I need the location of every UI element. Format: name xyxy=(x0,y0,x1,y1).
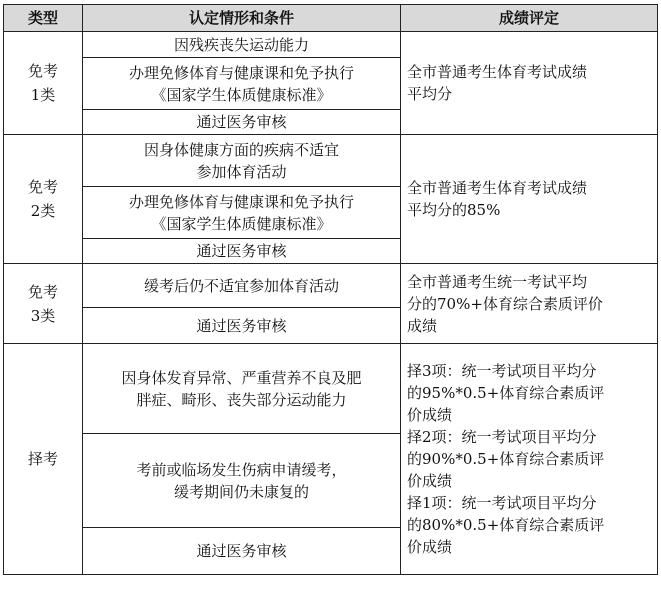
condition-line: 胖症、畸形、丧失部分运动能力 xyxy=(136,390,347,409)
type-line: 免考 xyxy=(27,282,58,301)
condition-line: 考前或临场发生伤病申请缓考， xyxy=(136,460,347,479)
condition-line: 办理免修体育与健康课和免予执行 xyxy=(128,192,354,211)
condition-cell xyxy=(83,344,401,434)
type-cell xyxy=(4,135,83,264)
table-row xyxy=(4,264,658,308)
type-line: 1类 xyxy=(30,86,56,104)
result-line: 全市普通考生体育考试成绩 xyxy=(407,179,588,197)
condition-cell xyxy=(83,110,401,135)
condition-line: 《国家学生体质健康标准》 xyxy=(151,85,332,104)
condition-line: 缓考后仍不适宜参加体育活动 xyxy=(143,276,339,295)
table-row xyxy=(4,32,658,58)
exemption-table xyxy=(3,4,658,575)
condition-cell xyxy=(83,239,401,264)
condition-line: 因身体发育异常、严重营养不良及肥 xyxy=(121,368,362,387)
result-cell xyxy=(401,135,658,264)
type-line: 3类 xyxy=(30,306,56,325)
condition-cell xyxy=(83,434,401,528)
condition-line: 参加体育活动 xyxy=(196,162,287,181)
result-line: 择2项：统一考试项目平均分 xyxy=(407,428,597,446)
result-line: 的95%*0.5+体育综合素质评 xyxy=(407,384,605,402)
condition-cell xyxy=(83,135,401,187)
table-row xyxy=(4,135,658,187)
condition-cell xyxy=(83,308,401,344)
condition-line: 因残疾丧失运动能力 xyxy=(173,35,309,54)
result-cell xyxy=(401,344,658,575)
result-line: 价成绩 xyxy=(407,472,453,490)
condition-line: 通过医务审核 xyxy=(196,242,287,260)
result-line: 分的70%+体育综合素质评价 xyxy=(407,294,603,313)
type-cell xyxy=(4,32,83,135)
result-line: 择3项：统一考试项目平均分 xyxy=(407,362,597,380)
condition-cell xyxy=(83,187,401,239)
condition-line: 因身体健康方面的疾病不适宜 xyxy=(143,140,339,159)
header-result: 成绩评定 xyxy=(401,5,658,32)
condition-cell xyxy=(83,58,401,110)
condition-line: 《国家学生体质健康标准》 xyxy=(151,214,332,233)
condition-cell xyxy=(83,32,401,58)
result-line: 全市普通考生统一考试平均 xyxy=(407,272,588,291)
type-cell xyxy=(4,344,83,575)
condition-cell xyxy=(83,264,401,308)
condition-line: 办理免修体育与健康课和免予执行 xyxy=(128,63,354,82)
condition-cell xyxy=(83,528,401,575)
type-line: 免考 xyxy=(27,178,58,196)
type-line: 2类 xyxy=(30,202,56,220)
condition-line: 缓考期间仍未康复的 xyxy=(173,482,309,501)
type-line: 免考 xyxy=(27,62,58,80)
result-line: 平均分 xyxy=(407,85,453,103)
result-cell xyxy=(401,264,658,344)
header-type: 类型 xyxy=(4,5,83,32)
type-line: 择考 xyxy=(27,450,58,468)
result-line: 的80%*0.5+体育综合素质评 xyxy=(407,516,605,534)
result-line: 价成绩 xyxy=(407,406,453,424)
condition-line: 通过医务审核 xyxy=(196,542,287,560)
header-row xyxy=(4,5,658,32)
result-line: 全市普通考生体育考试成绩 xyxy=(407,63,588,81)
condition-line: 通过医务审核 xyxy=(196,316,287,335)
result-line: 成绩 xyxy=(407,316,438,335)
result-line: 的90%*0.5+体育综合素质评 xyxy=(407,450,605,468)
header-conditions: 认定情形和条件 xyxy=(83,5,401,32)
type-cell xyxy=(4,264,83,344)
condition-line: 通过医务审核 xyxy=(196,113,287,131)
result-cell xyxy=(401,32,658,135)
result-line: 平均分的85% xyxy=(407,201,501,219)
result-line: 价成绩 xyxy=(407,538,453,556)
result-line: 择1项：统一考试项目平均分 xyxy=(407,494,597,512)
table-row xyxy=(4,344,658,434)
